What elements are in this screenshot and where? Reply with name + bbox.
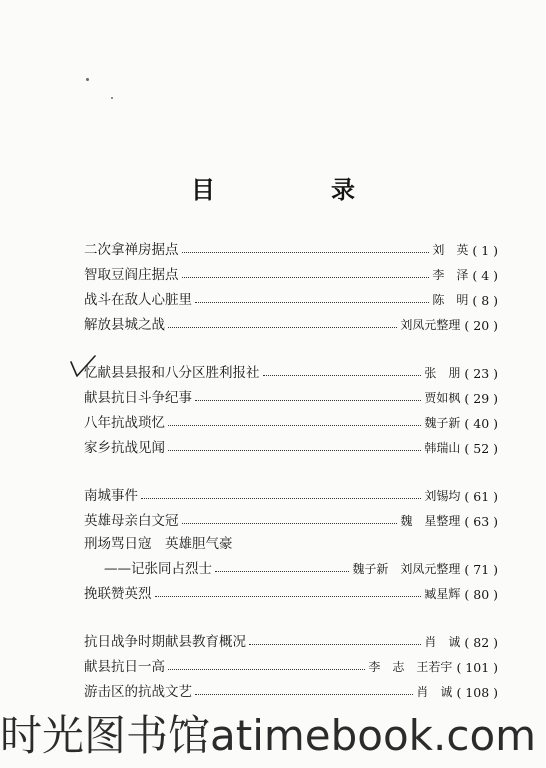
speck-mark	[86, 78, 89, 81]
toc-entry-author: 贾如枫	[424, 391, 461, 405]
leader-dots	[182, 252, 430, 253]
toc-entry-heading[interactable]	[84, 530, 498, 552]
toc-entry-page: ( 71 )	[464, 562, 498, 577]
toc-entry-author: 刘 英	[432, 243, 469, 257]
toc-entry-author: 李 志 王若宇	[368, 660, 453, 674]
toc-entry[interactable]	[84, 286, 498, 308]
toc-entry-page: ( 29 )	[464, 391, 498, 406]
toc-entry-author: 魏子新 刘凤元整理	[352, 562, 461, 576]
toc-entry-title: 刑场骂日寇 英雄胆气豪	[84, 536, 233, 552]
toc-entry[interactable]	[84, 434, 498, 456]
toc-entry-title: 家乡抗战见闻	[84, 440, 165, 456]
page-title: 目 录	[191, 175, 401, 204]
leader-dots	[168, 669, 365, 670]
toc-entry-page: ( 52 )	[464, 441, 498, 456]
toc-entry[interactable]	[84, 236, 498, 258]
toc-entry-page: ( 1 )	[472, 243, 498, 258]
leader-dots	[155, 596, 422, 597]
toc-entry-title: 南城事件	[84, 488, 138, 504]
toc-entry-page: ( 61 )	[464, 489, 498, 504]
toc-entry[interactable]	[84, 384, 498, 406]
toc-entry-title: 智取豆阎庄据点	[84, 267, 179, 283]
toc-entry-author: 韩瑞山	[424, 441, 461, 455]
toc-entry[interactable]	[84, 653, 498, 675]
toc-entry-author: 李 泽	[432, 268, 469, 282]
toc-entry[interactable]	[84, 678, 498, 700]
toc-entry[interactable]	[84, 311, 498, 333]
toc-entry-author: 刘凤元整理	[400, 318, 461, 332]
toc-entry-title: 献县抗日一高	[84, 659, 165, 675]
toc-entry-title: 献县抗日斗争纪事	[84, 390, 192, 406]
toc-entry-page: ( 80 )	[464, 587, 498, 602]
toc-entry-author: 臧星辉	[424, 587, 461, 601]
toc-entry[interactable]	[84, 507, 498, 529]
toc-entry-page: ( 23 )	[464, 366, 498, 381]
leader-dots	[195, 302, 429, 303]
toc-entry-author: 魏 星整理	[400, 514, 461, 528]
toc-entry-title: 二次拿禅房据点	[84, 242, 179, 258]
toc-entry-page: ( 40 )	[464, 416, 498, 431]
toc-entry-author: 陈 明	[432, 293, 469, 307]
leader-dots	[215, 571, 349, 572]
leader-dots	[168, 425, 421, 426]
toc-entry-page: ( 82 )	[464, 635, 498, 650]
toc-entry[interactable]	[84, 261, 498, 283]
speck-mark	[111, 97, 113, 99]
toc-entry-title: 游击区的抗战文艺	[84, 684, 192, 700]
toc-entry[interactable]	[84, 409, 498, 431]
toc-entry-page: ( 8 )	[472, 293, 498, 308]
toc-entry[interactable]	[84, 482, 498, 504]
toc-entry-title: 八年抗战琐忆	[84, 415, 165, 431]
leader-dots	[182, 277, 430, 278]
toc-entry-subtitle: ——记张同占烈士	[104, 561, 212, 577]
leader-dots	[168, 450, 421, 451]
toc-entry-author: 肖 诚	[424, 635, 461, 649]
toc-entry-title: 解放县城之战	[84, 317, 165, 333]
leader-dots	[141, 498, 421, 499]
leader-dots	[182, 523, 398, 524]
toc-entry-author: 张 朋	[424, 366, 461, 380]
toc-entry-title: 战斗在敌人心脏里	[84, 292, 192, 308]
toc-entry[interactable]	[84, 580, 498, 602]
toc-entry-page: ( 101 )	[456, 660, 498, 675]
leader-dots	[195, 694, 413, 695]
leader-dots	[263, 375, 422, 376]
leader-dots	[249, 644, 421, 645]
toc-entry[interactable]	[84, 359, 498, 381]
toc-entry-author: 刘锡均	[424, 489, 461, 503]
toc-entry-title: 抗日战争时期献县教育概况	[84, 634, 246, 650]
toc-entry[interactable]	[84, 628, 498, 650]
toc-entry-page: ( 63 )	[464, 514, 498, 529]
toc-entry-title: 英雄母亲白文冠	[84, 513, 179, 529]
watermark-text: 时光图书馆atimebook.com	[0, 711, 537, 760]
toc-entry[interactable]	[104, 555, 498, 577]
toc-entry-page: ( 108 )	[456, 685, 498, 700]
toc-entry-title: 挽联赞英烈	[84, 586, 152, 602]
toc-entry-author: 魏子新	[424, 416, 461, 430]
leader-dots	[168, 327, 397, 328]
toc-entry-author: 肖 诚	[416, 685, 453, 699]
toc-entry-page: ( 4 )	[472, 268, 498, 283]
toc-entry-page: ( 20 )	[464, 318, 498, 333]
toc-entry-title: 忆献县县报和八分区胜利报社	[84, 365, 260, 381]
leader-dots	[195, 400, 421, 401]
